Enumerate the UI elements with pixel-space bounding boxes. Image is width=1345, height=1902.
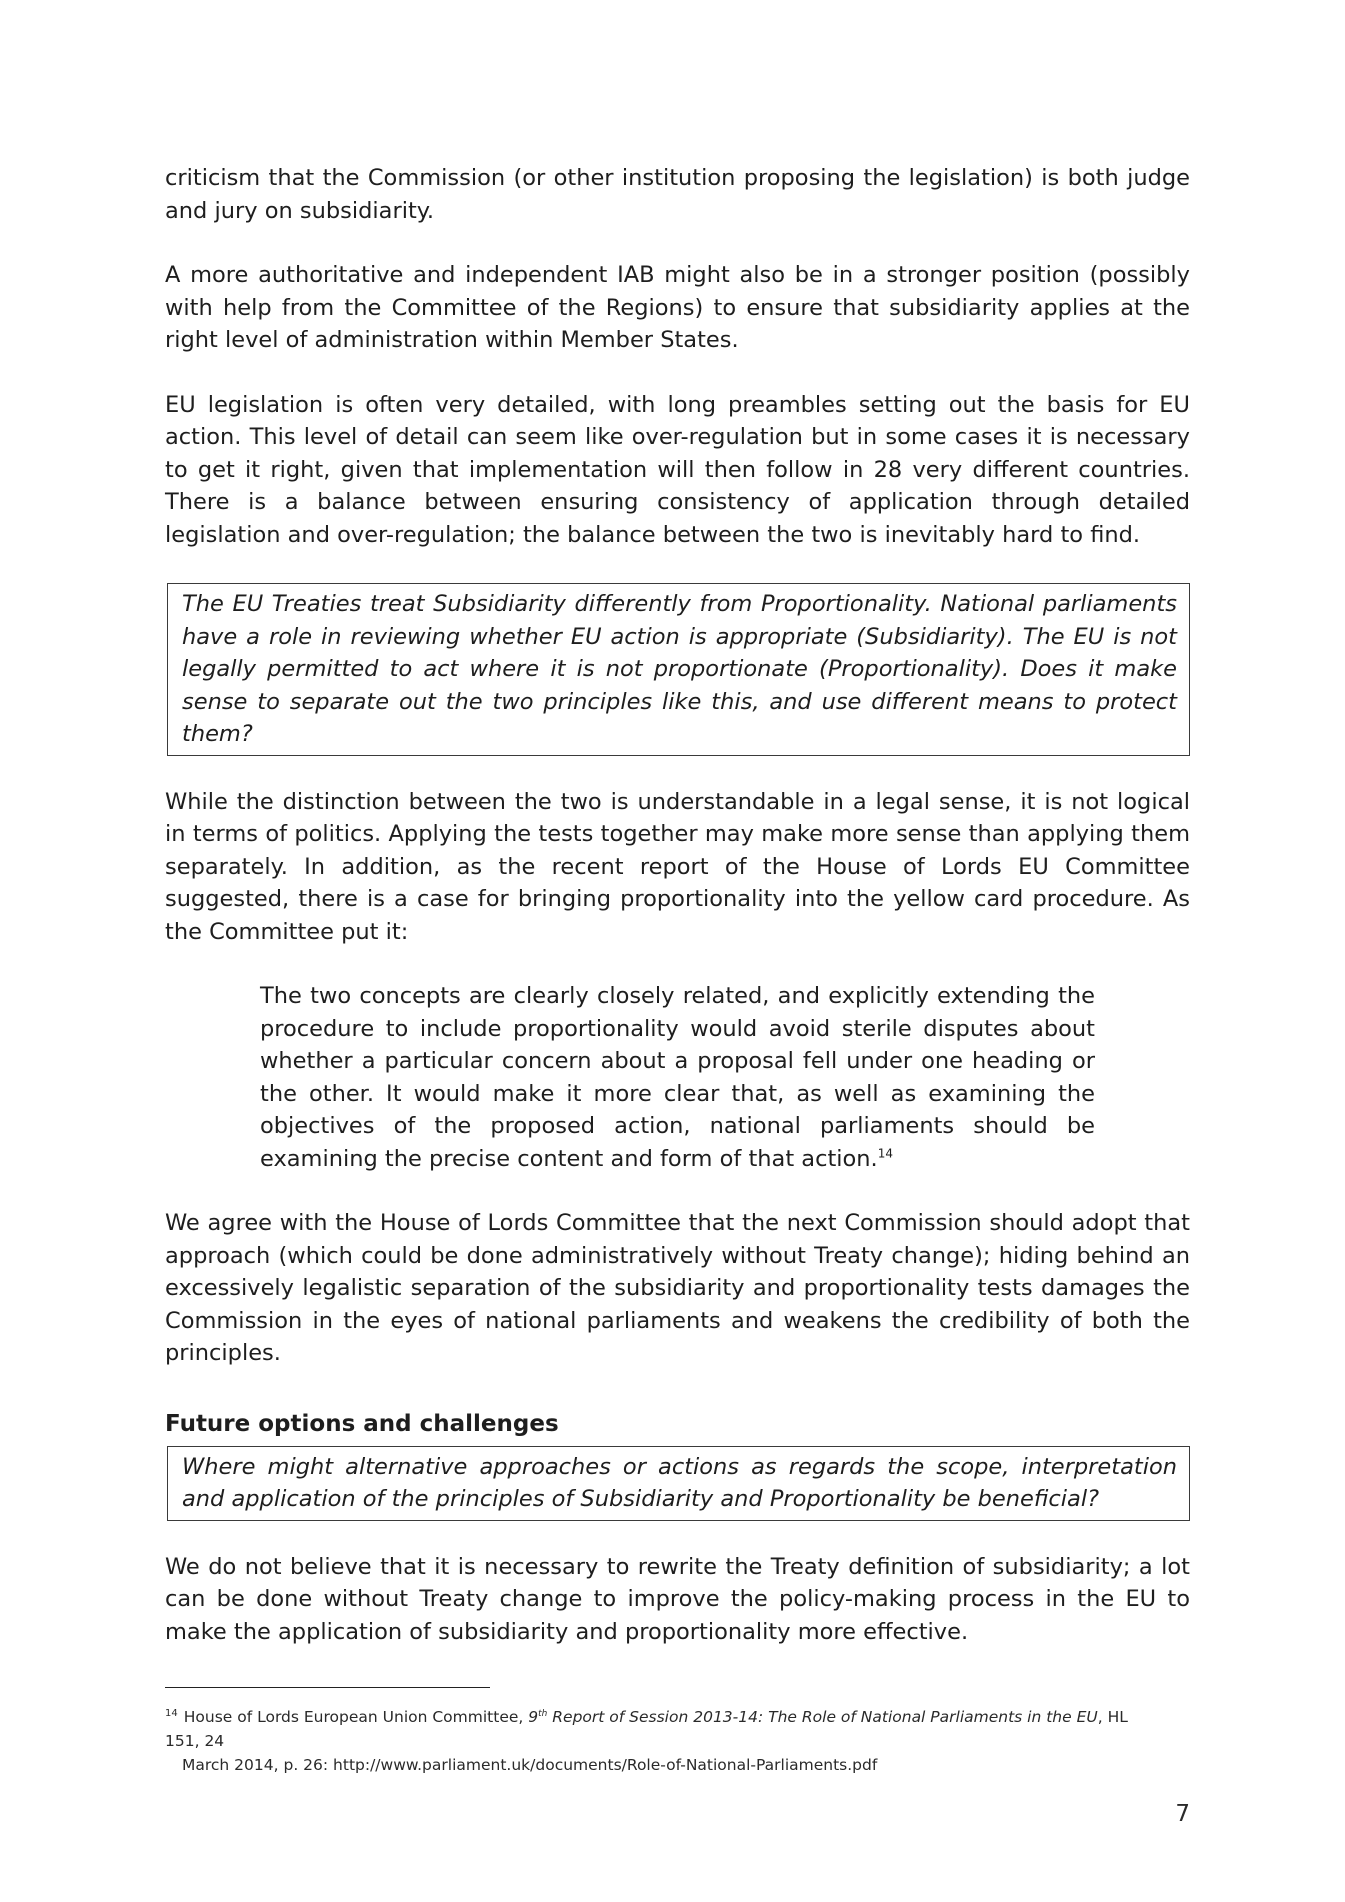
page-number: 7 [1175, 1801, 1190, 1827]
section-heading: Future options and challenges [165, 1410, 559, 1437]
paragraph-iab: A more authoritative and independent IAB might also be in a stronger position (possibly with help from the Committee of the Regions) to ensure that subsidiarity applies at the right level of administration within Member States. [165, 262, 1190, 353]
question-text: Where might alternative approaches or actions as regards the scope, interpretation and application of the principles of Subsidiarity and Proportionality be beneficial? [182, 1453, 1177, 1512]
question-box-alternatives [167, 1446, 1190, 1521]
document-page [165, 162, 1190, 1648]
paragraph-distinction: While the distinction between the two is understandable in a legal sense, it is not logical in terms of politics. Applying the tests together may make more sense than applying them separately. In addition, as the recent report of the House of Lords EU Committee suggested, there is a case for bringing proportionality into the yellow card procedure. As the Committee put it: [165, 788, 1190, 945]
footnote-title: 9th Report of Session 2013-14: The Role of National Parliaments in the EU [528, 1708, 1098, 1727]
paragraph-agree: We agree with the House of Lords Committee that the next Commission should adopt that approach (which could be done administratively without Treaty change); hiding behind an excessively legalistic separation of the subsidiarity and proportionality tests damages the Commission in the eyes of national parliaments and weakens the credibility of both the principles. [165, 1210, 1190, 1366]
paragraph-judge-and-jury: criticism that the Commission (or other institution proposing the legislation) is both judge and jury on subsidiarity. [165, 165, 1190, 224]
paragraph-treaty-definition: We do not believe that it is necessary to rewrite the Treaty definition of subsidiarity; a lot can be done without Treaty change to improve the policy-making process in the EU to make the application of subsidiarity and proportionality more effective. [165, 1553, 1190, 1645]
footnote [165, 1702, 1165, 1777]
footnote-line-2[interactable]: March 2014, p. 26: http://www.parliament.uk/documents/Role-of-National-Parliaments.pdf [182, 1756, 878, 1775]
paragraph-eu-legislation: EU legislation is often very detailed, with long preambles setting out the basis for EU action. This level of detail can seem like over-regulation but in some cases it is necessary to get it right, given that implementation will then follow in 28 very different countries. There is a balance between ensuring consistency of application through detailed legislation and over-regulation; the balance between the two is inevitably hard to find. [165, 391, 1190, 548]
footnote-line-1 [165, 1702, 1165, 1753]
footnote-text-end: , HL 151, 24 [165, 1708, 1128, 1751]
footnote-reference[interactable]: 14 [877, 1146, 893, 1160]
footnote-divider [165, 1687, 490, 1688]
footnote-text: House of Lords European Union Committee, [183, 1708, 529, 1727]
block-quote [260, 980, 1095, 1175]
quote-text: The two concepts are clearly closely related, and explicitly extending the procedure to include proportionality would avoid sterile disputes about whether a particular concern about a proposal fell under one heading or the other. It would make it more clear that, as well as examining the objectives of the proposed action, national parliaments should be examining the precise content and form of that action. [260, 983, 1095, 1172]
question-box-subsidiarity [167, 583, 1190, 756]
question-text: The EU Treaties treat Subsidiarity differently from Proportionality. National parliaments have a role in reviewing whether EU action is appropriate (Subsidiarity). The EU is not legally permitted to act where it is not proportionate (Proportionality). Does it make sense to separate out the two principles like this, and use different means to protect them? [182, 591, 1177, 747]
footnote-number: 14 [165, 1708, 178, 1719]
